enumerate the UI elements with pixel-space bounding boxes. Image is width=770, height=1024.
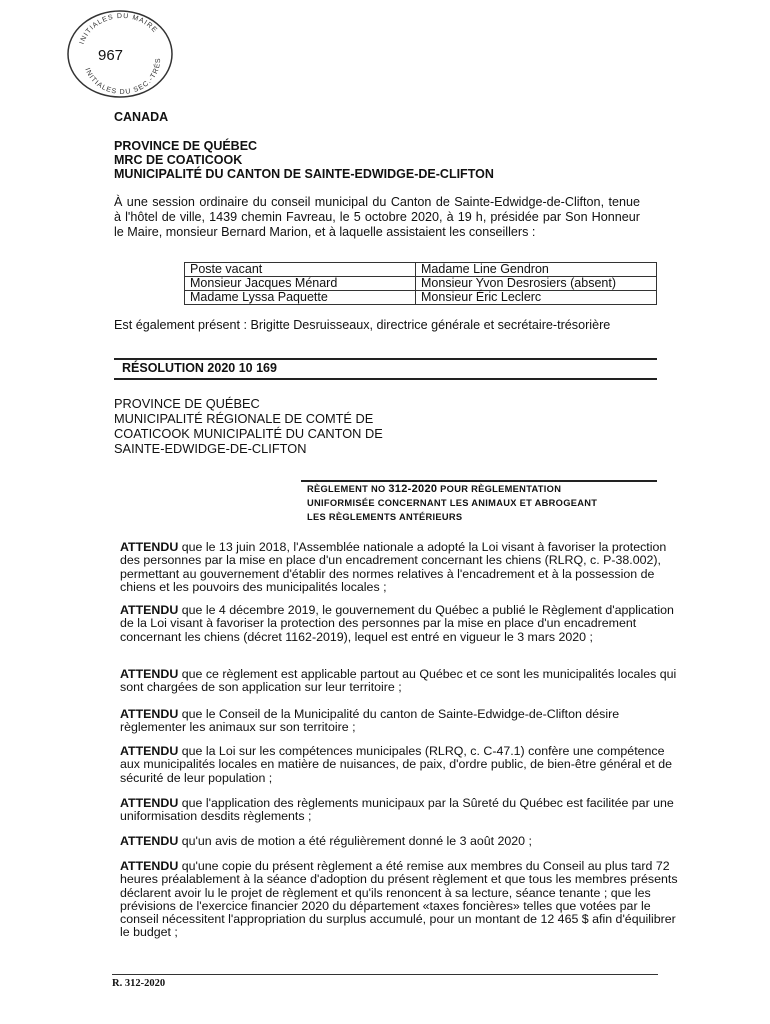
province-block-line: SAINTE-EDWIDGE-DE-CLIFTON [114, 441, 307, 456]
attendu-keyword: ATTENDU [120, 707, 179, 721]
table-row [185, 277, 657, 291]
table-row [185, 263, 657, 277]
attendu-paragraph [120, 835, 680, 848]
reglement-prefix: RÈGLEMENT NO [307, 484, 389, 494]
table-cell: Monsieur Yvon Desrosiers (absent) [416, 277, 657, 291]
attendu-text: que ce règlement est applicable partout au Québec et ce sont les municipalités locales qui sont chargées de son application sur leur territoire ; [120, 667, 677, 695]
attendu-text: que la Loi sur les compétences municipales (RLRQ, c. C-47.1) confère une compétence aux municipalités locales en matière de nuisances, de paix, d'ordre public, de bien-être général et de sécurité de leur population ; [120, 744, 673, 785]
stamp-arc-top: INITIALES DU MAIRE [78, 12, 159, 46]
attendance-table [184, 262, 657, 305]
resolution-number: RÉSOLUTION 2020 10 169 [122, 361, 277, 375]
province-heading: PROVINCE DE QUÉBEC [114, 139, 258, 153]
initials-stamp [64, 8, 176, 100]
attendu-keyword: ATTENDU [120, 540, 179, 554]
attendu-text: qu'un avis de motion a été régulièrement donné le 3 août 2020 ; [178, 834, 532, 848]
province-block-line: COATICOOK MUNICIPALITÉ DU CANTON DE [114, 426, 383, 441]
footer-reference: R. 312-2020 [112, 978, 166, 989]
also-present-paragraph: Est également présent : Brigitte Desruisseaux, directrice générale et secrétaire-trésorière [114, 318, 611, 332]
stamp-arc-bottom: INITIALES DU SEC.-TRÉS [83, 57, 163, 97]
attendu-text: que le 13 juin 2018, l'Assemblée nationale a adopté la Loi visant à favoriser la protection des personnes par la mise en place d'un encadrement concernant les chiens (RLRQ, c. P-38.002), permettant au gouvernement d'établir des normes relatives à l'encadrement et à la possession de chiens et les pouvoirs des municipalités locales ; [120, 540, 667, 594]
table-cell: Madame Lyssa Paquette [185, 291, 416, 305]
stamp-number: 967 [98, 47, 124, 64]
province-block-line: PROVINCE DE QUÉBEC [114, 396, 260, 411]
attendu-keyword: ATTENDU [120, 796, 179, 810]
reglement-line-3: LES RÈGLEMENTS ANTÉRIEURS [307, 512, 463, 522]
province-block-line: MUNICIPALITÉ RÉGIONALE DE COMTÉ DE [114, 411, 374, 426]
session-paragraph: À une session ordinaire du conseil municipal du Canton de Sainte-Edwidge-de-Clifton, tenue à l'hôtel de ville, 1439 chemin Favreau, le 5 octobre 2020, à 19 h, présidée par Son Honneur le Maire, monsieur Bernard Marion, et à laquelle assistaient les conseillers : [114, 195, 640, 239]
attendu-text: que l'application des règlements municipaux par la Sûreté du Québec est facilitée par une uniformisation desdits règlements ; [120, 796, 674, 824]
country-heading: CANADA [114, 110, 169, 124]
table-row [185, 291, 657, 305]
attendu-paragraph [120, 708, 680, 735]
province-block [114, 396, 383, 456]
attendu-text: que le Conseil de la Municipalité du canton de Sainte-Edwidge-de-Clifton désire règlementer les animaux sur son territoire ; [120, 707, 620, 735]
mrc-heading: MRC DE COATICOOK [114, 153, 243, 167]
table-cell: Poste vacant [185, 263, 416, 277]
table-cell: Monsieur Jacques Ménard [185, 277, 416, 291]
attendu-keyword: ATTENDU [120, 744, 179, 758]
resolution-bar [114, 358, 657, 380]
footer-divider [112, 974, 658, 975]
table-cell: Monsieur Éric Leclerc [416, 291, 657, 305]
attendu-keyword: ATTENDU [120, 667, 179, 681]
attendu-keyword: ATTENDU [120, 859, 179, 873]
attendu-keyword: ATTENDU [120, 603, 179, 617]
attendu-paragraph [120, 541, 680, 594]
table-cell: Madame Line Gendron [416, 263, 657, 277]
reglement-title [301, 480, 657, 525]
attendu-paragraph [120, 604, 680, 644]
attendu-paragraph [120, 745, 680, 785]
attendu-text: que le 4 décembre 2019, le gouvernement du Québec a publié le Règlement d'application de la Loi visant à favoriser la protection des personnes par la mise en place d'un encadrement concernant les chiens (décret 1162-2019), lequel est entré en vigueur le 3 mars 2020 ; [120, 603, 674, 644]
reglement-number: 312-2020 [388, 483, 438, 495]
attendu-text: qu'une copie du présent règlement a été remise aux membres du Conseil au plus tard 72 heures préalablement à la séance d'adoption du présent règlement et que tous les membres présents déclarent avoir lu le projet de règlement et qu'ils renoncent à sa lecture, séance tenante ; que les prévisions de l'exercice financier 2020 du département «taxes foncières» telles que votées par le conseil nécessitent l'appropriation du surplus accumulé, pour un montant de 12 465 $ afin d'équilibrer le budget ; [120, 859, 678, 940]
attendu-paragraph [120, 860, 680, 940]
attendu-paragraph [120, 797, 680, 824]
attendu-paragraph [120, 668, 680, 695]
attendu-keyword: ATTENDU [120, 834, 179, 848]
reglement-suffix: POUR RÈGLEMENTATION [437, 484, 562, 494]
reglement-line-2: UNIFORMISÉE CONCERNANT LES ANIMAUX ET ABROGEANT [307, 498, 598, 508]
municipality-heading: MUNICIPALITÉ DU CANTON DE SAINTE-EDWIDGE-DE-CLIFTON [114, 167, 494, 181]
